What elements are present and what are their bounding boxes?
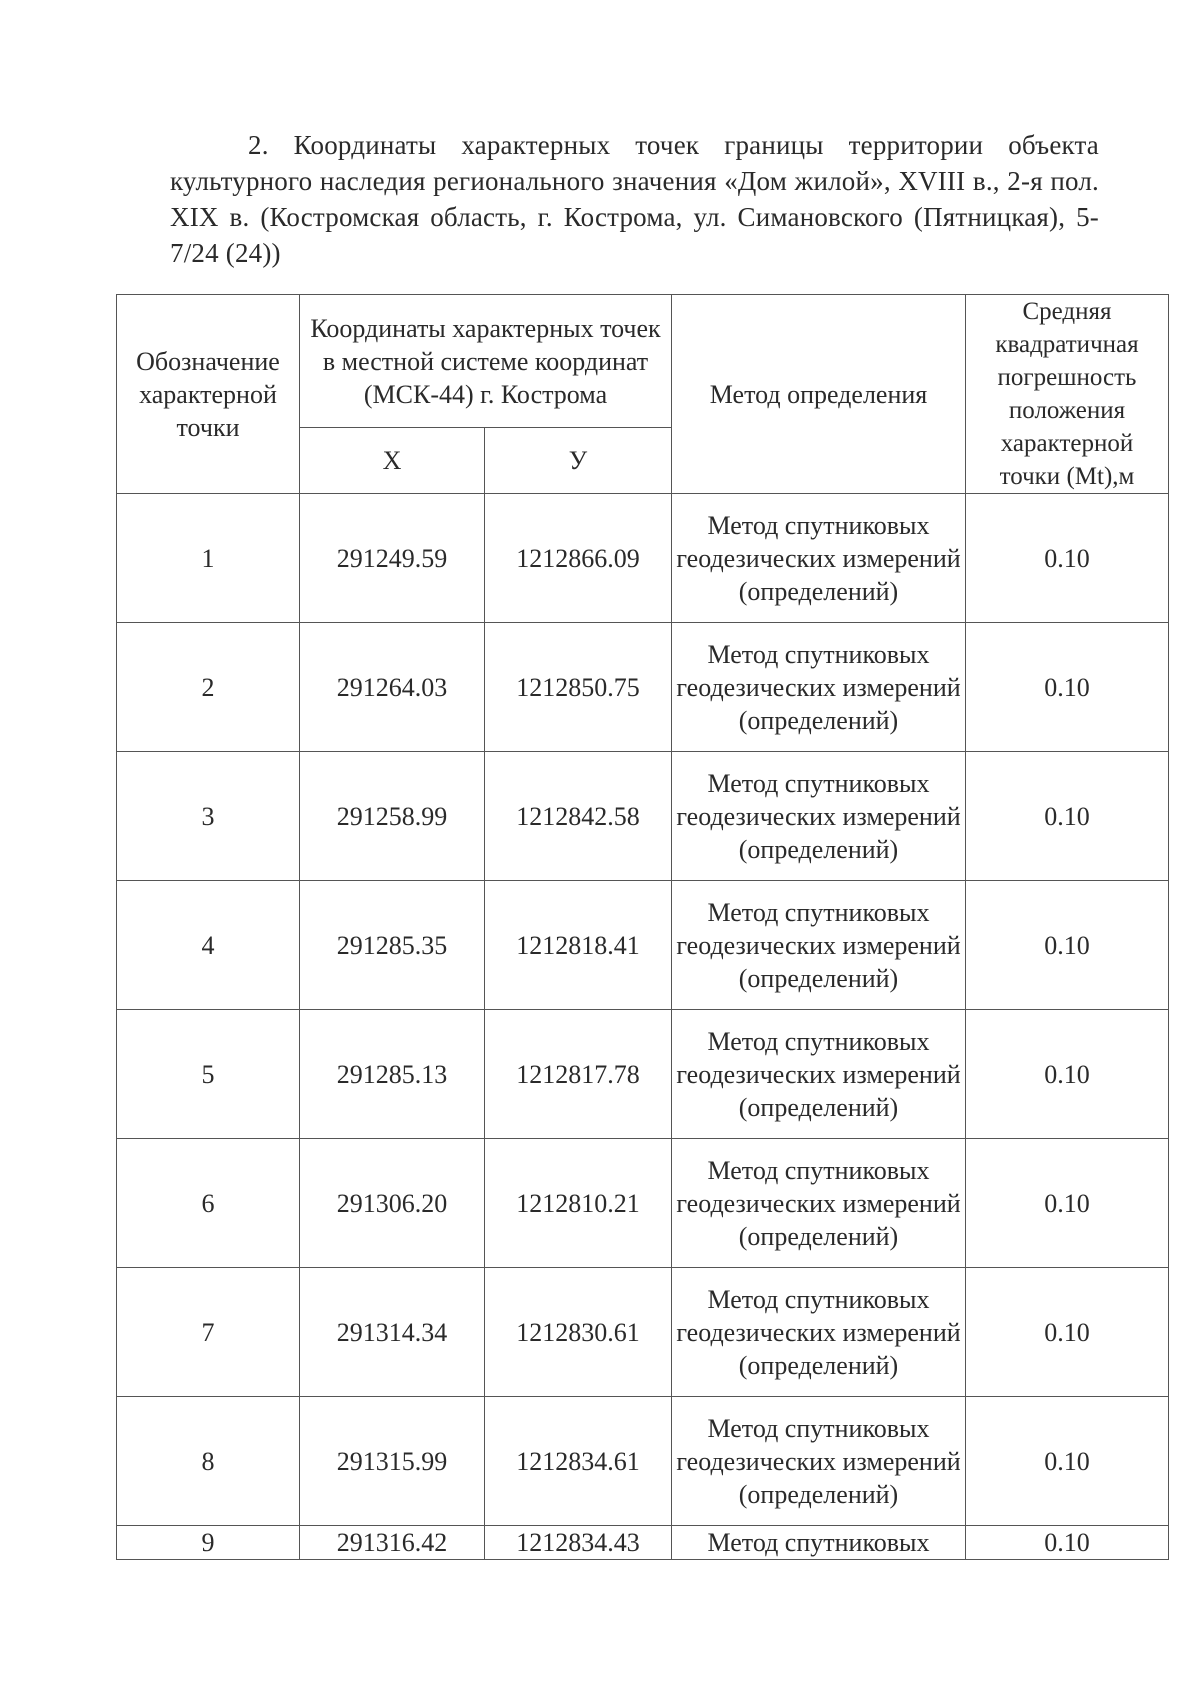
cell-x: 291306.20 (300, 1139, 485, 1268)
cell-x: 291285.13 (300, 1010, 485, 1139)
cell-x: 291249.59 (300, 494, 485, 623)
cell-x: 291285.35 (300, 881, 485, 1010)
cell-point: 5 (117, 1010, 300, 1139)
cell-error: 0.10 (966, 1526, 1169, 1560)
cell-point: 1 (117, 494, 300, 623)
header-row (117, 295, 1169, 428)
cell-method: Метод спутниковых геодезических измерений (определений) (672, 881, 966, 1010)
cell-point: 8 (117, 1397, 300, 1526)
cell-y: 1212850.75 (485, 623, 672, 752)
header-x: X (300, 428, 485, 494)
cell-y: 1212810.21 (485, 1139, 672, 1268)
cell-point: 4 (117, 881, 300, 1010)
cell-method: Метод спутниковых геодезических измерений (определений) (672, 1139, 966, 1268)
cell-error: 0.10 (966, 881, 1169, 1010)
cell-x: 291316.42 (300, 1526, 485, 1560)
cell-y: 1212817.78 (485, 1010, 672, 1139)
cell-x: 291264.03 (300, 623, 485, 752)
table-row (117, 881, 1169, 1010)
cell-y: 1212834.61 (485, 1397, 672, 1526)
cell-y: 1212818.41 (485, 881, 672, 1010)
table-row (117, 752, 1169, 881)
cell-error: 0.10 (966, 1268, 1169, 1397)
header-method: Метод определения (672, 295, 966, 494)
cell-error: 0.10 (966, 1397, 1169, 1526)
cell-error: 0.10 (966, 1010, 1169, 1139)
table-row (117, 1397, 1169, 1526)
cell-point: 6 (117, 1139, 300, 1268)
cell-y: 1212866.09 (485, 494, 672, 623)
cell-point: 9 (117, 1526, 300, 1560)
table-row (117, 1139, 1169, 1268)
cell-method: Метод спутниковых геодезических измерений (определений) (672, 1268, 966, 1397)
section-heading: 2. Координаты характерных точек границы территории объекта культурного наследия регионального значения «Дом жилой», XVIII в., 2-я пол. XIX в. (Костромская область, г. Кострома, ул. Симановского (Пятницкая), 5-7/24 (24)) (170, 130, 1099, 268)
cell-method: Метод спутниковых геодезических измерений (определений) (672, 494, 966, 623)
cell-y: 1212842.58 (485, 752, 672, 881)
cell-point: 2 (117, 623, 300, 752)
cell-error: 0.10 (966, 752, 1169, 881)
cell-error: 0.10 (966, 623, 1169, 752)
header-error: Средняя квадратичная погрешность положения характерной точки (Mt),м (966, 295, 1169, 494)
table-row (117, 1010, 1169, 1139)
cell-point: 7 (117, 1268, 300, 1397)
table-row (117, 494, 1169, 623)
cell-x: 291315.99 (300, 1397, 485, 1526)
cell-x: 291314.34 (300, 1268, 485, 1397)
cell-method: Метод спутниковых (672, 1526, 966, 1560)
cell-y: 1212830.61 (485, 1268, 672, 1397)
table-row (117, 1526, 1169, 1560)
cell-y: 1212834.43 (485, 1526, 672, 1560)
cell-method: Метод спутниковых геодезических измерений (определений) (672, 1010, 966, 1139)
table-row (117, 1268, 1169, 1397)
header-point: Обозначение характерной точки (117, 295, 300, 494)
cell-error: 0.10 (966, 1139, 1169, 1268)
cell-method: Метод спутниковых геодезических измерений (определений) (672, 623, 966, 752)
cell-method: Метод спутниковых геодезических измерений (определений) (672, 752, 966, 881)
cell-x: 291258.99 (300, 752, 485, 881)
table-row (117, 623, 1169, 752)
cell-point: 3 (117, 752, 300, 881)
cell-method: Метод спутниковых геодезических измерений (определений) (672, 1397, 966, 1526)
coordinates-table (116, 294, 1169, 1560)
cell-error: 0.10 (966, 494, 1169, 623)
header-y: У (485, 428, 672, 494)
header-coordinates: Координаты характерных точек в местной системе координат (МСК-44) г. Кострома (300, 295, 672, 428)
